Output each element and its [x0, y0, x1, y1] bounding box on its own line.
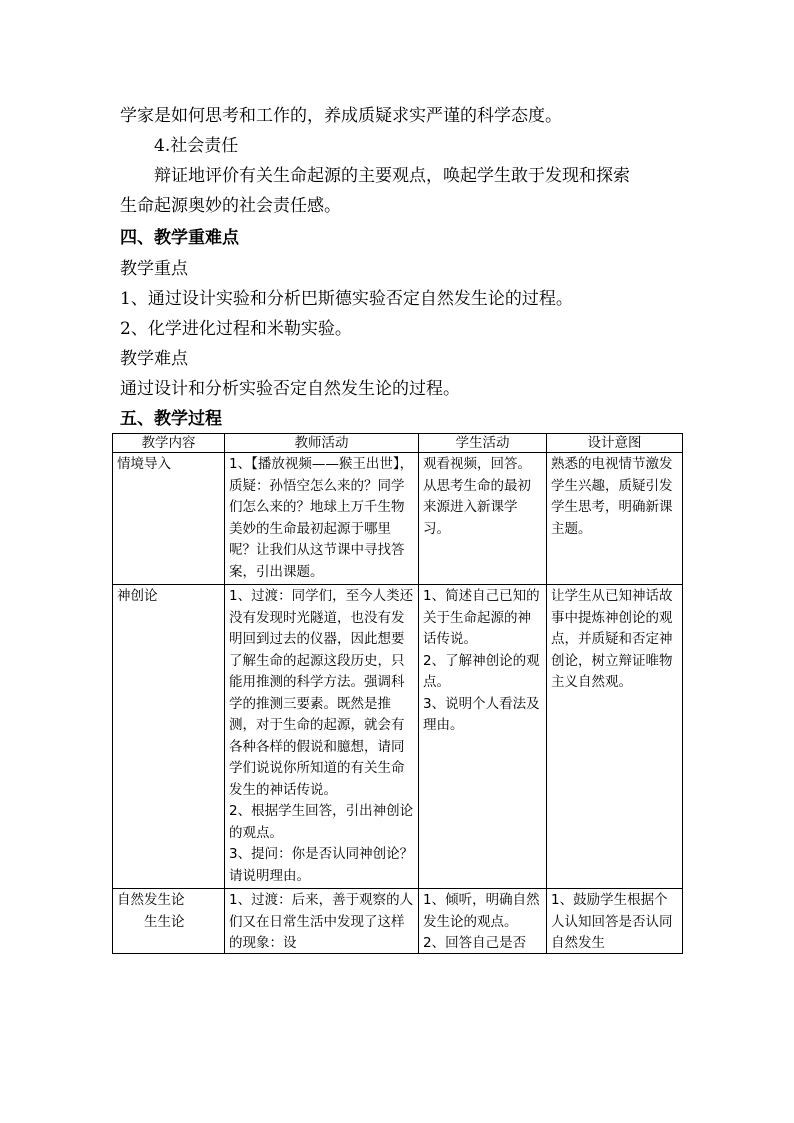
cell-intent-wrapper: [547, 889, 683, 954]
cell-teacher-activity: 1、过渡：同学们，至今人类还没有发现时光隧道，也没有发明回到过去的仪器，因此想要了解生命的起源这段历史，只能用推测的科学方法。强调科学的推测三要素。既然是推测，对于生命的起源，就会有各种各样的假说和臆想，请同学们说说你所知道的有关生命发生的神话传说。 2、根据学生回答，引出神创论的观点。 3、提问：你是否认同神创论？请说明理由。: [225, 585, 419, 889]
cell-teacher-activity: 1、【播放视频——猴王出世】， 质疑：孙悟空怎么来的？同学们怎么来的？地球上万千生物美妙的生命最初起源于哪里呢？让我们从这节课中寻找答案，引出课题。: [225, 453, 419, 585]
table-header-row: [113, 434, 683, 453]
label-key-points: 教学重点: [120, 259, 188, 279]
paragraph-continuation: 学家是如何思考和工作的，养成质疑求实严谨的科学态度。: [120, 106, 562, 126]
cell-student-wrapper: [419, 889, 547, 954]
table-row: [113, 889, 683, 954]
cell-teacher-wrapper: [225, 889, 419, 954]
key-point-1: 1、通过设计实验和分析巴斯德实验否定自然发生论的过程。: [120, 289, 573, 309]
header-content: 教学内容: [113, 434, 225, 453]
section-social-responsibility: 4.社会责任: [154, 136, 239, 156]
header-student-activity: 学生活动: [419, 434, 547, 453]
cell-content: 情境导入: [113, 453, 225, 585]
label-difficult-points: 教学难点: [120, 349, 188, 369]
heading-teaching-process: 五、教学过程: [120, 409, 222, 429]
cell-design-intent: 1、鼓励学生根据个人认知回答是否认同自然发生: [551, 892, 673, 951]
cell-content: 自然发生论 生生论: [117, 892, 185, 930]
cell-student-activity: 1、倾听，明确自然发生论的观点。 2、回答自己是否: [423, 892, 540, 951]
heading-key-difficult-points: 四、教学重难点: [120, 228, 239, 248]
paragraph-social-responsibility-1: 辩证地评价有关生命起源的主要观点，唤起学生敢于发现和探索: [154, 166, 630, 186]
cell-teacher-activity: 1、过渡：后来，善于观察的人们又在日常生活中发现了这样的现象：设: [229, 892, 414, 951]
cell-content: 神创论: [113, 585, 225, 889]
cell-content-wrapper: [113, 889, 225, 954]
difficult-point-1: 通过设计和分析实验否定自然发生论的过程。: [120, 379, 460, 399]
header-teacher-activity: 教师活动: [225, 434, 419, 453]
header-design-intent: 设计意图: [547, 434, 683, 453]
teaching-process-table: [112, 433, 683, 954]
key-point-2: 2、化学进化过程和米勒实验。: [120, 319, 352, 339]
cell-design-intent: 让学生从已知神话故事中提炼神创论的观点，并质疑和否定神创论，树立辩证唯物主义自然观。: [547, 585, 683, 889]
cell-student-activity: 观看视频，回答。从思考生命的最初来源进入新课学习。: [419, 453, 547, 585]
cell-design-intent: 熟悉的电视情节激发学生兴趣，质疑引发学生思考，明确新课主题。: [547, 453, 683, 585]
table-row: [113, 585, 683, 889]
table-row: [113, 453, 683, 585]
paragraph-social-responsibility-2: 生命起源奥妙的社会责任感。: [120, 196, 341, 216]
cell-student-activity: 1、简述自己已知的关于生命起源的神话传说。 2、了解神创论的观点。 3、说明个人看法及理由。: [419, 585, 547, 889]
